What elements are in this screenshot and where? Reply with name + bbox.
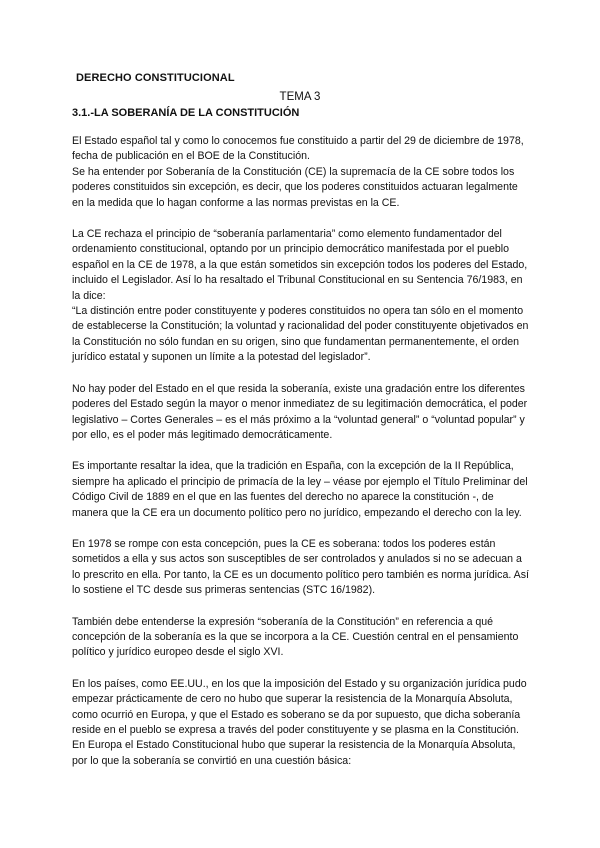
paragraph: También debe entenderse la expresión “soberanía de la Constitución” en referencia a qué concepción de la soberanía es la que se incorpora a la CE. Cuestión central en el pensamiento político y jurídico europeo desde el siglo XVI. (72, 615, 519, 659)
section-heading: 3.1.-LA SOBERANÍA DE LA CONSTITUCIÓN (72, 107, 300, 119)
quote-paragraph: “La distinción entre poder constituyente y poderes constituidos no opera tan sólo en el momento de establecerse la Constitución; la voluntad y racionalidad del poder constituyente objetivados en la Constitución no sólo fundan en su origen, sino que fundamentan permanentemente, el orden jurídico estatal y suponen un límite a la potestad del legislador”. (72, 305, 529, 364)
course-title: DERECHO CONSTITUCIONAL (76, 72, 235, 84)
paragraph: No hay poder del Estado en el que resida la soberanía, existe una gradación entre los diferentes poderes del Estado según la mayor o menor inmediatez de su legitimación democrática, el poder legislativo – Cortes Generales – es el más próximo a la “voluntad general” o “voluntad popular” y por ello, es el poder más legitimado democráticamente. (72, 382, 528, 441)
paragraph: En Europa el Estado Constitucional hubo que superar la resistencia de la Monarquía Absoluta, por lo que la soberanía se convirtió en una cuestión básica: (72, 739, 516, 767)
paragraph: La CE rechaza el principio de “soberanía parlamentaria” como elemento fundamentador del ordenamiento constitucional, optando por un principio democrático manifestada por el pueblo español en la CE de 1978, a la que están sometidos sin excepción todos los poderes del Estado, incluido el Legislador. Así lo ha resaltado el Tribunal Constitucional en su Sentencia 76/1983, en la dice: (72, 228, 528, 302)
paragraph: Es importante resaltar la idea, que la tradición en España, con la excepción de la II República, siempre ha aplicado el principio de primacía de la ley – véase por ejemplo el Título Preliminar del Código Civil de 1889 en el que en las fuentes del derecho no aparece la constitución -, de manera que la CE era un documento político pero no jurídico, empezando el derecho con la ley. (72, 460, 528, 519)
document-body (72, 134, 532, 769)
paragraph: En 1978 se rompe con esta concepción, pues la CE es soberana: todos los poderes están sometidos a ella y sus actos son susceptibles de ser controlados y anulados si no se adecuan a lo prescrito en ella. Por tanto, la CE es un documento político pero también es norma jurídica. Así lo sostiene el TC desde sus primeras sentencias (STC 16/1982). (72, 537, 529, 597)
topic-label (0, 91, 600, 103)
paragraph: El Estado español tal y como lo conocemos fue constituido a partir del 29 de diciembre de 1978, fecha de publicación en el BOE de la Constitución. (72, 135, 524, 163)
paragraph: Se ha entender por Soberanía de la Constitución (CE) la supremacía de la CE sobre todos los poderes constituidos sin excepción, es decir, que los poderes constituidos actuaran legalmente en la medida que lo hagan conforme a las normas previstas en la CE. (72, 165, 518, 209)
topic-label-text: TEMA 3 (279, 91, 321, 103)
paragraph: En los países, como EE.UU., en los que la imposición del Estado y su organización jurídica pudo empezar prácticamente de cero no hubo que superar la resistencia de la Monarquía Absoluta, como ocurrió en Europa, y que el Estado es soberano se da por supuesto, que dicha soberanía reside en el pueblo se expresa a través del poder constituyente y se plasma en la Constitución. (72, 677, 527, 736)
